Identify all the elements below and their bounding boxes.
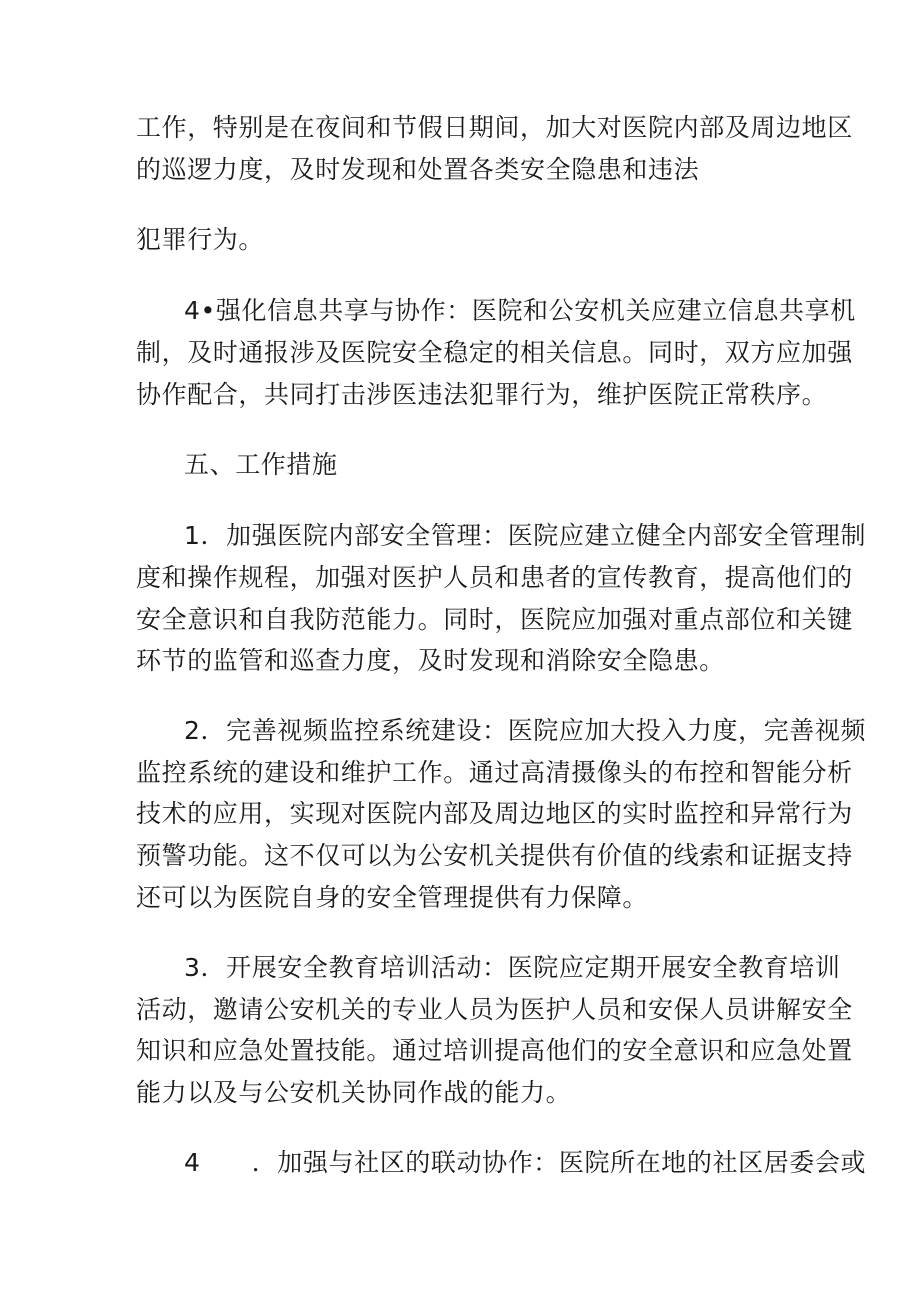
paragraph-line: 2．完善视频监控系统建设：医院应加大投入力度，完善视频 bbox=[184, 716, 867, 745]
section-heading: 五、工作措施 bbox=[184, 450, 338, 479]
paragraph-line: 活动，邀请公安机关的专业人员为医护人员和安保人员讲解安全 bbox=[136, 995, 853, 1024]
paragraph-line: 协作配合，共同打击涉医违法犯罪行为，维护医院正常秩序。 bbox=[136, 380, 828, 409]
paragraph-line: 的巡逻力度，及时发现和处置各类安全隐患和违法 bbox=[136, 155, 700, 184]
paragraph-line: 4 ．加强与社区的联动协作：医院所在地的社区居委会或 bbox=[184, 1148, 867, 1177]
paragraph-line: 度和操作规程，加强对医护人员和患者的宣传教育，提高他们的 bbox=[136, 563, 853, 592]
paragraph-line: 犯罪行为。 bbox=[136, 225, 265, 254]
paragraph-line: 安全意识和自我防范能力。同时，医院应加强对重点部位和关键 bbox=[136, 605, 853, 634]
paragraph-line: 技术的应用，实现对医院内部及周边地区的实时监控和异常行为 bbox=[136, 799, 853, 828]
paragraph-line: 环节的监管和巡查力度，及时发现和消除安全隐患。 bbox=[136, 646, 725, 675]
paragraph-line: 工作，特别是在夜间和节假日期间，加大对医院内部及周边地区 bbox=[136, 113, 853, 142]
paragraph-line: 预警功能。这不仅可以为公安机关提供有价值的线索和证据支持 bbox=[136, 841, 853, 870]
paragraph-line: 知识和应急处置技能。通过培训提高他们的安全意识和应急处置 bbox=[136, 1036, 853, 1065]
paragraph-line: 能力以及与公安机关协同作战的能力。 bbox=[136, 1078, 572, 1107]
paragraph-line: 制，及时通报涉及医院安全稳定的相关信息。同时，双方应加强 bbox=[136, 338, 853, 367]
paragraph-line: 1．加强医院内部安全管理：医院应建立健全内部安全管理制 bbox=[184, 521, 867, 550]
paragraph-line: 4•强化信息共享与协作：医院和公安机关应建立信息共享机 bbox=[184, 296, 856, 325]
paragraph-line: 监控系统的建设和维护工作。通过高清摄像头的布控和智能分析 bbox=[136, 758, 853, 787]
paragraph-line: 3．开展安全教育培训活动：医院应定期开展安全教育培训 bbox=[184, 953, 841, 982]
paragraph-line: 还可以为医院自身的安全管理提供有力保障。 bbox=[136, 883, 649, 912]
